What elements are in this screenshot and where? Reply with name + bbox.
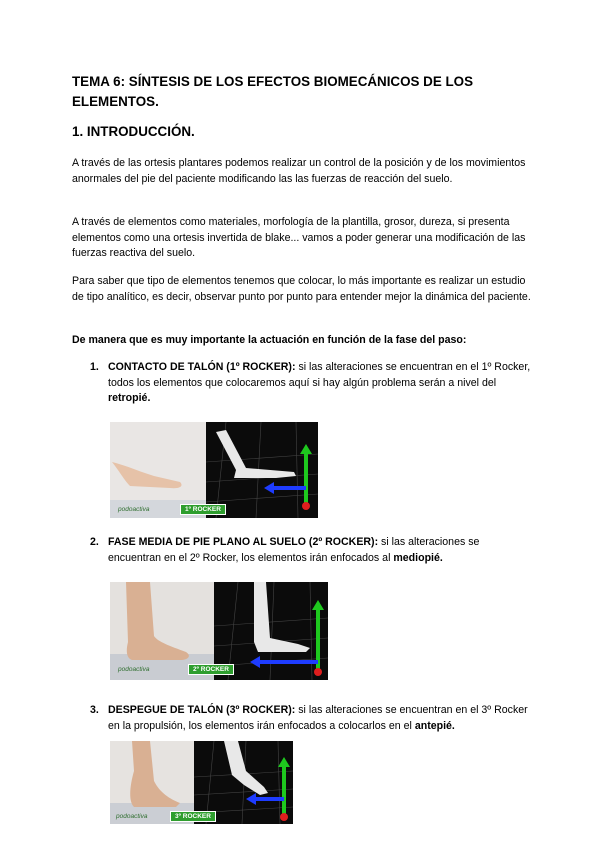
item-emphasis: antepié.: [414, 719, 455, 732]
item-text: si las alteraciones se encuentran en el 3º Rocker en la propulsión, los elementos irán enfocados a colocarlos en el: [108, 704, 528, 732]
rocker-2-figure: [110, 582, 328, 680]
rocker-badge: 2º ROCKER: [188, 664, 234, 675]
rocker-badge: 1º ROCKER: [180, 504, 226, 515]
brand-logo: podoactiva: [118, 506, 150, 513]
rocker-1-figure: [110, 422, 318, 518]
brand-logo: podoactiva: [118, 666, 150, 673]
paragraph-3: Para saber que tipo de elementos tenemos que colocar, lo más importante es realizar un estudio de tipo analítico, es decir, observar punto por punto para entender mejor la dinámica del paciente.: [72, 275, 531, 303]
document-title: TEMA 6: SÍNTESIS DE LOS EFECTOS BIOMECÁNICOS DE LOS ELEMENTOS.: [72, 74, 474, 109]
item-number: 1.: [90, 361, 99, 373]
item-heading: DESPEGUE DE TALÓN (3º ROCKER):: [108, 704, 296, 716]
list-item-3: [108, 703, 534, 734]
item-heading: CONTACTO DE TALÓN (1º ROCKER):: [108, 361, 296, 373]
item-number: 3.: [90, 704, 99, 716]
item-text: si las alteraciones se encuentran en el 2º Rocker, los elementos irán enfocados al: [108, 536, 480, 564]
rocker-3-figure: [110, 741, 293, 824]
paragraph-1: A través de las ortesis plantares podemos realizar un control de la posición y de los movimientos anormales del pie del paciente modificando las las fuerzas de reacción del suelo.: [72, 157, 526, 185]
paragraph-2: A través de elementos como materiales, morfología de la plantilla, grosor, dureza, si presenta elementos como una ortesis invertida de blake... vamos a poder generar una modificación de las fuerzas reactiva del suelo.: [72, 216, 526, 260]
brand-logo: podoactiva: [116, 813, 148, 820]
list-item-2: [108, 535, 534, 566]
lead-sentence: De manera que es muy importante la actuación en función de la fase del paso:: [72, 334, 467, 346]
item-heading: FASE MEDIA DE PIE PLANO AL SUELO (2º ROCKER):: [108, 536, 379, 548]
item-emphasis: retropié.: [108, 392, 151, 405]
rocker-badge: 3º ROCKER: [170, 811, 216, 822]
list-item-1: [108, 360, 534, 407]
item-number: 2.: [90, 536, 99, 548]
section-heading: 1. INTRODUCCIÓN.: [72, 124, 195, 139]
item-emphasis: mediopié.: [393, 551, 443, 564]
item-text: si las alteraciones se encuentran en el 1º Rocker, todos los elementos que colocaremos aquí si hay algún problema serán a nivel del: [108, 361, 531, 389]
